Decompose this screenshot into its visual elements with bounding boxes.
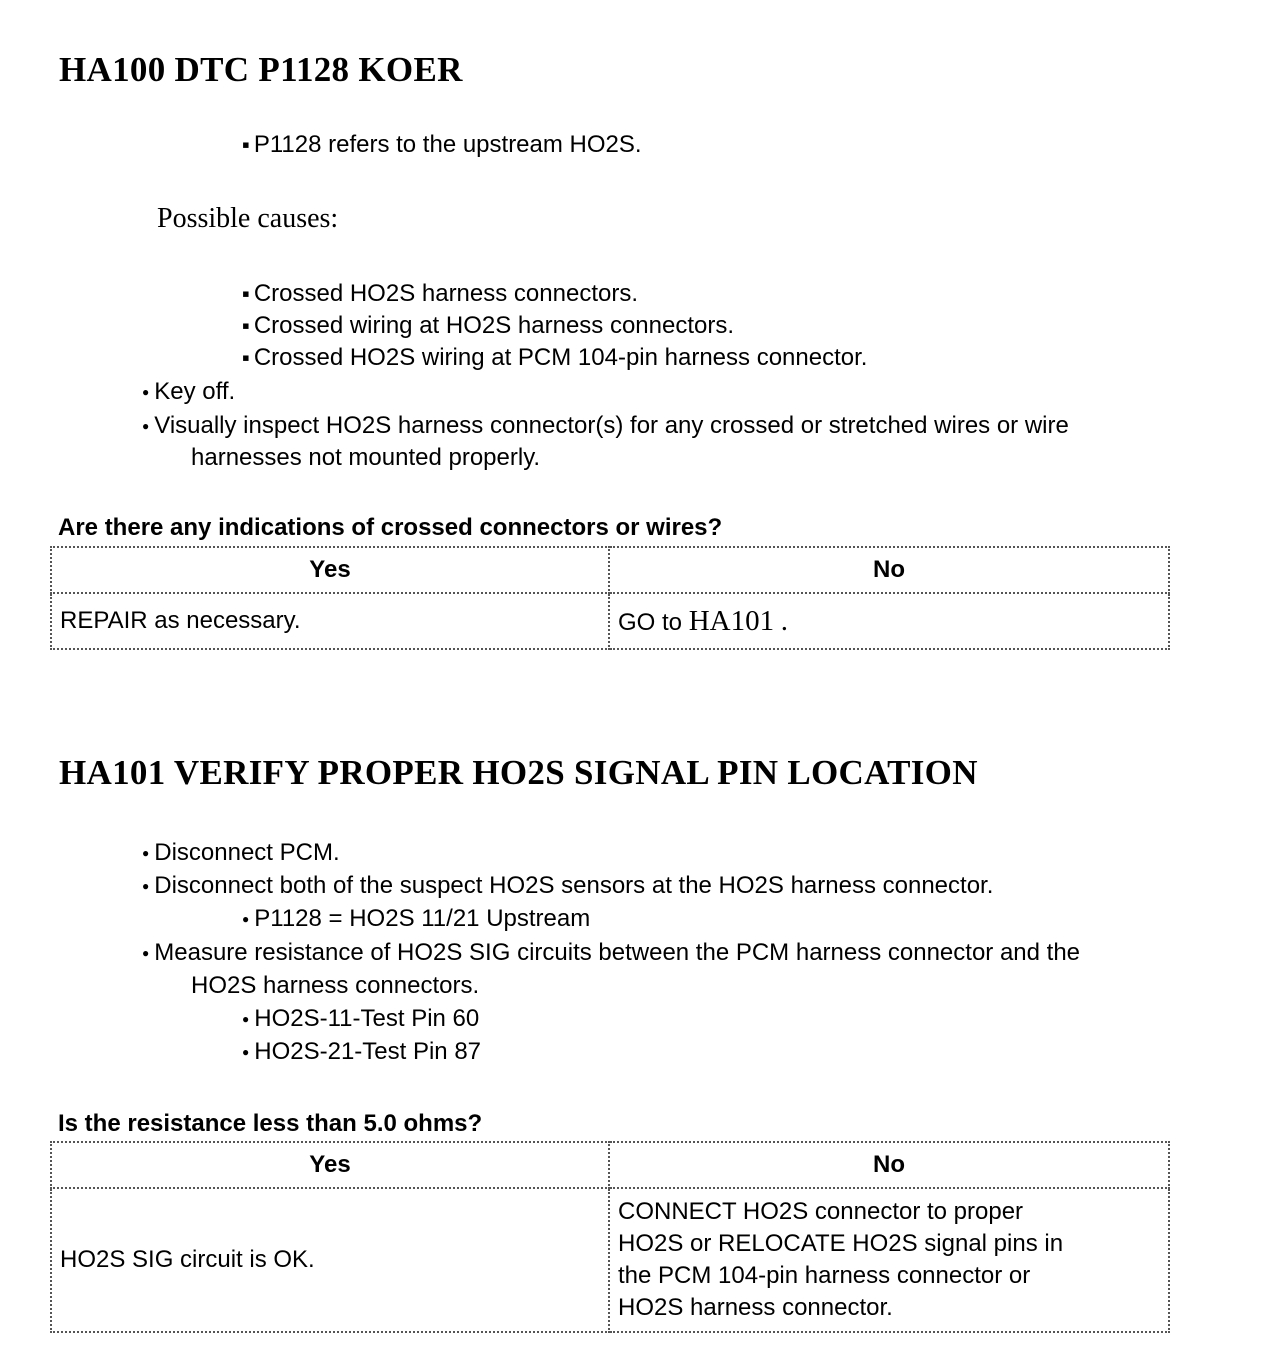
- step-item: ● Disconnect both of the suspect HO2S sensors at the HO2S harness connector.: [142, 872, 993, 900]
- decision-table-ha101: [50, 1141, 1170, 1333]
- no-action: [609, 593, 1169, 649]
- no-action-line: HO2S harness connector.: [618, 1294, 893, 1321]
- possible-causes-label: Possible causes:: [157, 203, 339, 234]
- question-resistance: Is the resistance less than 5.0 ohms?: [58, 1110, 483, 1137]
- step-item: ● Disconnect PCM.: [142, 839, 340, 867]
- cause-item: ▪ Crossed HO2S wiring at PCM 104-pin harness connector.: [242, 344, 867, 372]
- decision-table-ha100: [50, 546, 1170, 650]
- yes-header: Yes: [51, 1142, 609, 1188]
- no-action: [609, 1188, 1169, 1332]
- no-header: No: [609, 1142, 1169, 1188]
- no-action-line: HO2S or RELOCATE HO2S signal pins in: [618, 1230, 1064, 1257]
- cause-item: ▪ Crossed HO2S harness connectors.: [242, 280, 638, 308]
- no-action-line: the PCM 104-pin harness connector or: [618, 1262, 1031, 1289]
- note-p1128: ▪ P1128 refers to the upstream HO2S.: [242, 131, 642, 159]
- step-item: ● Measure resistance of HO2S SIG circuits between the PCM harness connector and the: [142, 939, 1080, 967]
- yes-action: HO2S SIG circuit is OK.: [51, 1188, 609, 1332]
- sub-step-item: ● P1128 = HO2S 11/21 Upstream: [242, 905, 590, 933]
- step-item: ● Visually inspect HO2S harness connector(s) for any crossed or stretched wires or wire: [142, 412, 1069, 440]
- goto-ha101-link[interactable]: HA101: [688, 604, 775, 637]
- no-action-prefix: GO to: [618, 608, 683, 636]
- yes-action: REPAIR as necessary.: [51, 593, 609, 649]
- no-header: No: [609, 547, 1169, 593]
- question-crossed-connectors: Are there any indications of crossed connectors or wires?: [58, 514, 723, 541]
- step-item: ● Key off.: [142, 378, 235, 406]
- no-action-line: CONNECT HO2S connector to proper: [618, 1198, 1024, 1225]
- step-item-continuation: HO2S harness connectors.: [191, 972, 480, 999]
- section-title-ha101: HA101 VERIFY PROPER HO2S SIGNAL PIN LOCATION: [59, 753, 978, 792]
- cause-item: ▪ Crossed wiring at HO2S harness connectors.: [242, 312, 734, 340]
- section-title-ha100: HA100 DTC P1128 KOER: [59, 50, 463, 89]
- sub-step-item: ● HO2S-21-Test Pin 87: [242, 1038, 481, 1066]
- sub-step-item: ● HO2S-11-Test Pin 60: [242, 1005, 479, 1033]
- yes-header: Yes: [51, 547, 609, 593]
- step-item-continuation: harnesses not mounted properly.: [191, 444, 541, 471]
- no-action-suffix: .: [780, 604, 789, 637]
